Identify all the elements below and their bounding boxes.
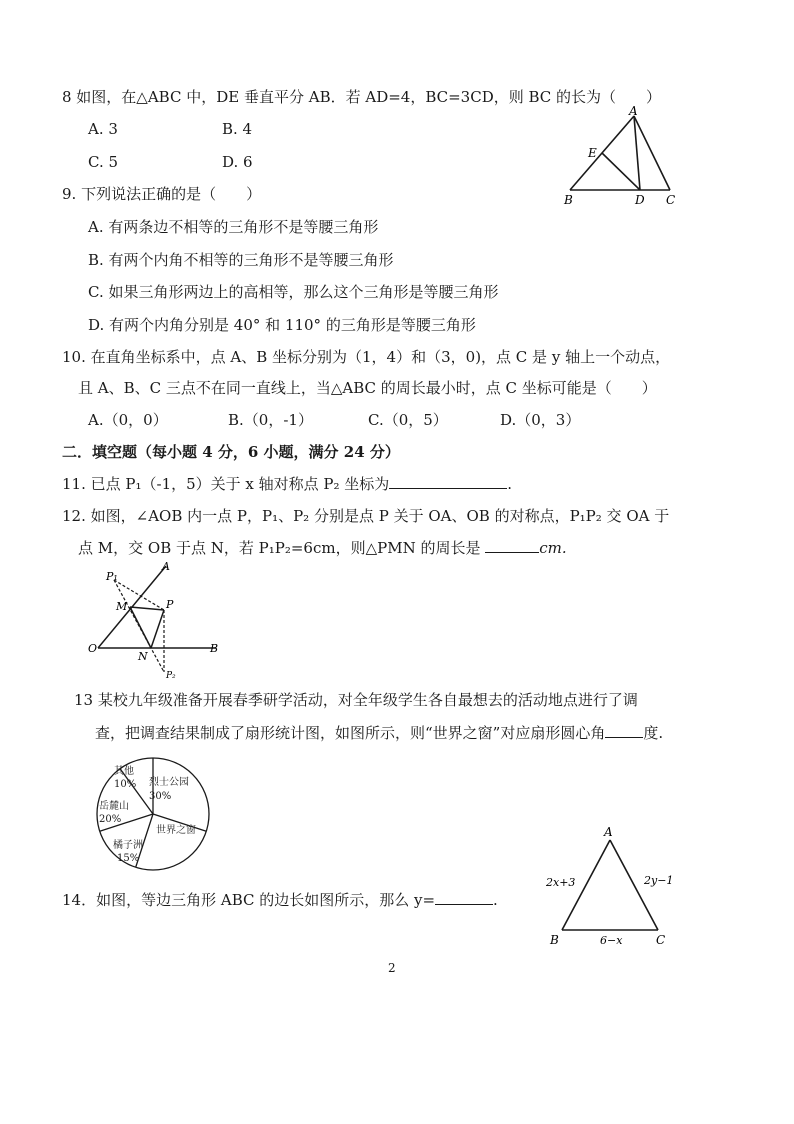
q13-stem-line2	[95, 723, 663, 743]
section2-title: 二．填空题（每小题 4 分，6 小题，满分 24 分）	[62, 443, 400, 461]
q14-label-b: B	[550, 933, 559, 947]
q10-option-d: D.（0，3）	[500, 411, 581, 429]
q12-label-n: N	[138, 650, 148, 663]
q13-stem-line2-text: 查，把调查结果制成了扇形统计图，如图所示，则“世界之窗”对应扇形圆心角	[95, 724, 606, 742]
q12-angle-figure	[84, 560, 234, 680]
q12-segment-pn	[151, 610, 164, 648]
q9-option-d: D. 有两个内角分别是 40° 和 110° 的三角形是等腰三角形	[88, 316, 476, 334]
q13-pie-chart	[94, 755, 212, 873]
q12-label-p: P	[166, 598, 174, 611]
pie-label-lieshi-name: 烈士公园	[149, 777, 189, 788]
q8-triangle-figure	[555, 105, 695, 210]
q13-stem-line1: 13 某校九年级准备开展春季研学活动，对全年级学生各自最想去的活动地点进行了调	[74, 691, 638, 709]
q12-label-a: A	[162, 560, 170, 573]
q12-label-p1: P₁	[106, 570, 118, 583]
q12-unit: cm.	[539, 539, 567, 557]
pie-label-juzi-value: 15%	[117, 853, 140, 864]
q11-answer-blank[interactable]	[389, 474, 507, 489]
q11-tail: .	[507, 475, 513, 493]
page-number: 2	[388, 961, 396, 975]
q14-label-left-side: 2x+3	[546, 876, 576, 889]
pie-label-other-name: 其他	[114, 766, 134, 777]
q9-option-c: C. 如果三角形两边上的高相等，那么这个三角形是等腰三角形	[88, 283, 499, 301]
q14-stem: 14．如图，等边三角形 ABC 的边长如图所示，那么 y=	[62, 891, 436, 909]
q8-option-c: C. 5	[88, 153, 119, 171]
q8-label-a: A	[629, 105, 638, 118]
pie-label-juzi-name: 橘子洲	[113, 840, 143, 851]
q9-stem: 9. 下列说法正确的是（ ）	[62, 185, 262, 203]
q14-tail: .	[493, 891, 498, 909]
q8-option-d: D. 6	[222, 153, 253, 171]
q14-label-a: A	[604, 825, 613, 839]
q8-label-e: E	[588, 146, 597, 160]
q8-option-b: B. 4	[222, 120, 253, 138]
q13-answer-blank[interactable]	[605, 723, 643, 738]
q10-stem-line1: 10. 在直角坐标系中，点 A、B 坐标分别为（1，4）和（3，0)，点 C 是 y 轴上一个动点，	[62, 348, 671, 366]
pie-label-lieshi-value: 30%	[149, 791, 172, 802]
q14-label-right-side: 2y−1	[644, 874, 674, 887]
q8-option-a: A. 3	[88, 120, 118, 138]
q12-stem-line2-text: 点 M，交 OB 于点 N，若 P₁P₂=6cm，则△PMN 的周长是	[78, 539, 481, 557]
q8-label-d: D	[635, 193, 645, 207]
q13-unit: 度.	[643, 724, 664, 742]
q8-segment-ed	[602, 153, 640, 190]
pie-label-other-value: 10%	[114, 779, 137, 790]
q12-stem-line1: 12. 如图，∠AOB 内一点 P，P₁、P₂ 分别是点 P 关于 OA、OB 的对称点，P₁P₂ 交 OA 于	[62, 507, 670, 525]
q12-stem-line2	[78, 538, 567, 558]
q12-label-o: O	[88, 642, 98, 655]
q12-answer-blank[interactable]	[485, 538, 539, 553]
q14-label-c: C	[656, 933, 666, 947]
q11	[62, 474, 512, 494]
pie-label-shijie-name: 世界之窗	[156, 825, 196, 836]
q14-triangle-figure	[538, 822, 698, 950]
q12-label-p2: P₂	[166, 671, 176, 680]
pie-label-yuelu-name: 岳麓山	[99, 801, 129, 812]
q10-option-b: B.（0，-1）	[228, 411, 313, 429]
q11-stem: 11. 已点 P₁（-1，5）关于 x 轴对称点 P₂ 坐标为	[62, 475, 390, 493]
q14-label-bottom-side: 6−x	[600, 934, 623, 947]
pie-label-yuelu-value: 20%	[99, 814, 122, 825]
q9-option-b: B. 有两个内角不相等的三角形不是等腰三角形	[88, 251, 394, 269]
q9-option-a: A. 有两条边不相等的三角形不是等腰三角形	[88, 218, 379, 236]
q10-stem-line2: 且 A、B、C 三点不在同一直线上，当△ABC 的周长最小时，点 C 坐标可能是（ ）	[78, 379, 657, 397]
q10-option-c: C.（0，5）	[368, 411, 448, 429]
q14	[62, 890, 498, 910]
q8-stem: 8 如图，在△ABC 中，DE 垂直平分 AB．若 AD=4，BC=3CD，则 BC 的长为（ ）	[62, 88, 662, 106]
q12-label-m: M	[116, 600, 128, 613]
q8-label-b: B	[564, 193, 573, 207]
q10-option-a: A.（0，0）	[88, 411, 168, 429]
q8-label-c: C	[666, 193, 676, 207]
q12-label-b: B	[210, 642, 219, 655]
q14-answer-blank[interactable]	[435, 890, 493, 905]
